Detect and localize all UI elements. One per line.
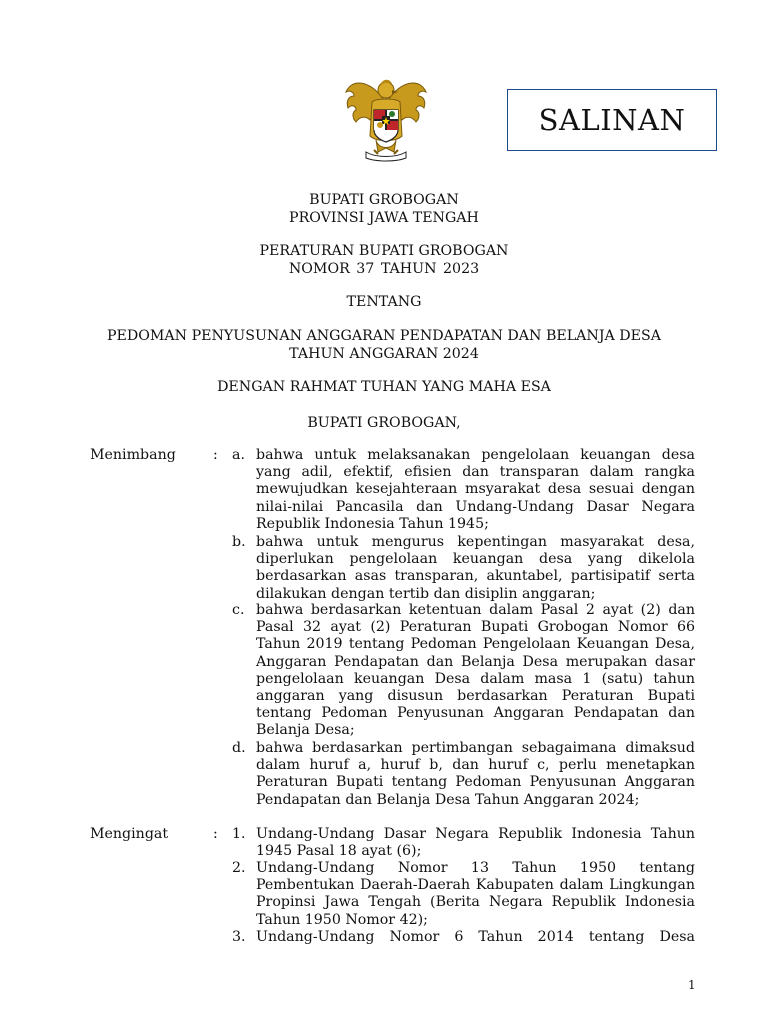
menimbang-item-c xyxy=(232,602,695,740)
item-marker: d. xyxy=(232,740,246,756)
mengingat-item-1 xyxy=(232,826,695,860)
mengingat-item-2 xyxy=(232,860,695,929)
mengingat-item-3 xyxy=(232,929,695,946)
item-text: bahwa untuk melaksanakan pengelolaan keuangan desa yang adil, efektif, efisien dan transparan dalam rangka mewujudkan kesejahteraan msyarakat desa sesuai dengan nilai-nilai Pancasila dan Undang-Undang Dasar Negara Republik Indonesia Tahun 1945; xyxy=(256,447,695,532)
menimbang-item-b xyxy=(232,534,695,603)
salinan-stamp: SALINAN xyxy=(507,89,717,151)
item-text: bahwa berdasarkan pertimbangan sebagaimana dimaksud dalam huruf a, huruf b, dan huruf c, perlu menetapkan Peraturan Bupati tentang Pedoman Penyusunan Anggaran Pendapatan dan Belanja Desa Tahun Anggaran 2024; xyxy=(256,740,695,808)
item-text: Undang-Undang Nomor 6 Tahun 2014 tentang Desa xyxy=(256,929,695,945)
menimbang-item-d xyxy=(232,740,695,809)
mengingat-label: Mengingat xyxy=(90,826,169,842)
regulation-title: PERATURAN BUPATI GROBOGAN xyxy=(259,243,509,259)
item-text: bahwa untuk mengurus kepentingan masyarakat desa, diperlukan pengelolaan keuangan desa yang dikelola berdasarkan asas transparan, akuntabel, partisipatif serta dilakukan dengan tertib dan disiplin anggaran; xyxy=(256,534,695,602)
item-marker: 2. xyxy=(232,860,246,876)
menimbang-item-a xyxy=(232,447,695,533)
issuer-title: BUPATI GROBOGAN xyxy=(309,192,459,208)
menimbang-label: Menimbang xyxy=(90,447,176,463)
subject-line-1: PEDOMAN PENYUSUNAN ANGGARAN PENDAPATAN DAN BELANJA DESA xyxy=(107,328,661,344)
item-marker: 3. xyxy=(232,929,246,945)
item-marker: b. xyxy=(232,534,246,550)
preamble-authority: BUPATI GROBOGAN, xyxy=(307,415,461,431)
item-marker: c. xyxy=(232,602,245,618)
page-number: 1 xyxy=(688,978,696,992)
item-marker: a. xyxy=(232,447,245,463)
tentang-label: TENTANG xyxy=(346,294,422,310)
issuer-heading xyxy=(0,191,768,227)
preamble-invocation: DENGAN RAHMAT TUHAN YANG MAHA ESA xyxy=(217,379,551,395)
item-text: bahwa berdasarkan ketentuan dalam Pasal 2 ayat (2) dan Pasal 32 ayat (2) Peraturan Bupati Grobogan Nomor 66 Tahun 2019 tentang Pedoman Pengelolaan Keuangan Desa, Anggaran Pendapatan dan Belanja Desa merupakan dasar pengelolaan keuangan Desa dalam masa 1 (satu) tahun anggaran yang disusun berdasarkan Peraturan Bupati tentang Pedoman Penyusunan Anggaran Pendapatan dan Belanja Desa; xyxy=(256,602,695,739)
item-text: Undang-Undang Dasar Negara Republik Indonesia Tahun 1945 Pasal 18 ayat (6); xyxy=(256,826,695,860)
menimbang-colon: : xyxy=(213,447,218,463)
regulation-subject xyxy=(0,327,768,363)
subject-line-2: TAHUN ANGGARAN 2024 xyxy=(289,346,479,362)
regulation-number: NOMOR 37 TAHUN 2023 xyxy=(288,261,480,277)
item-marker: 1. xyxy=(232,826,246,842)
mengingat-colon: : xyxy=(213,826,218,842)
item-text: Undang-Undang Nomor 13 Tahun 1950 tentang Pembentukan Daerah-Daerah Kabupaten dalam Lingkungan Propinsi Jawa Tengah (Berita Negara Republik Indonesia Tahun 1950 Nomor 42); xyxy=(256,860,695,928)
issuer-province: PROVINSI JAWA TENGAH xyxy=(289,210,479,226)
garuda-emblem-icon xyxy=(340,70,432,165)
regulation-heading xyxy=(0,242,768,278)
